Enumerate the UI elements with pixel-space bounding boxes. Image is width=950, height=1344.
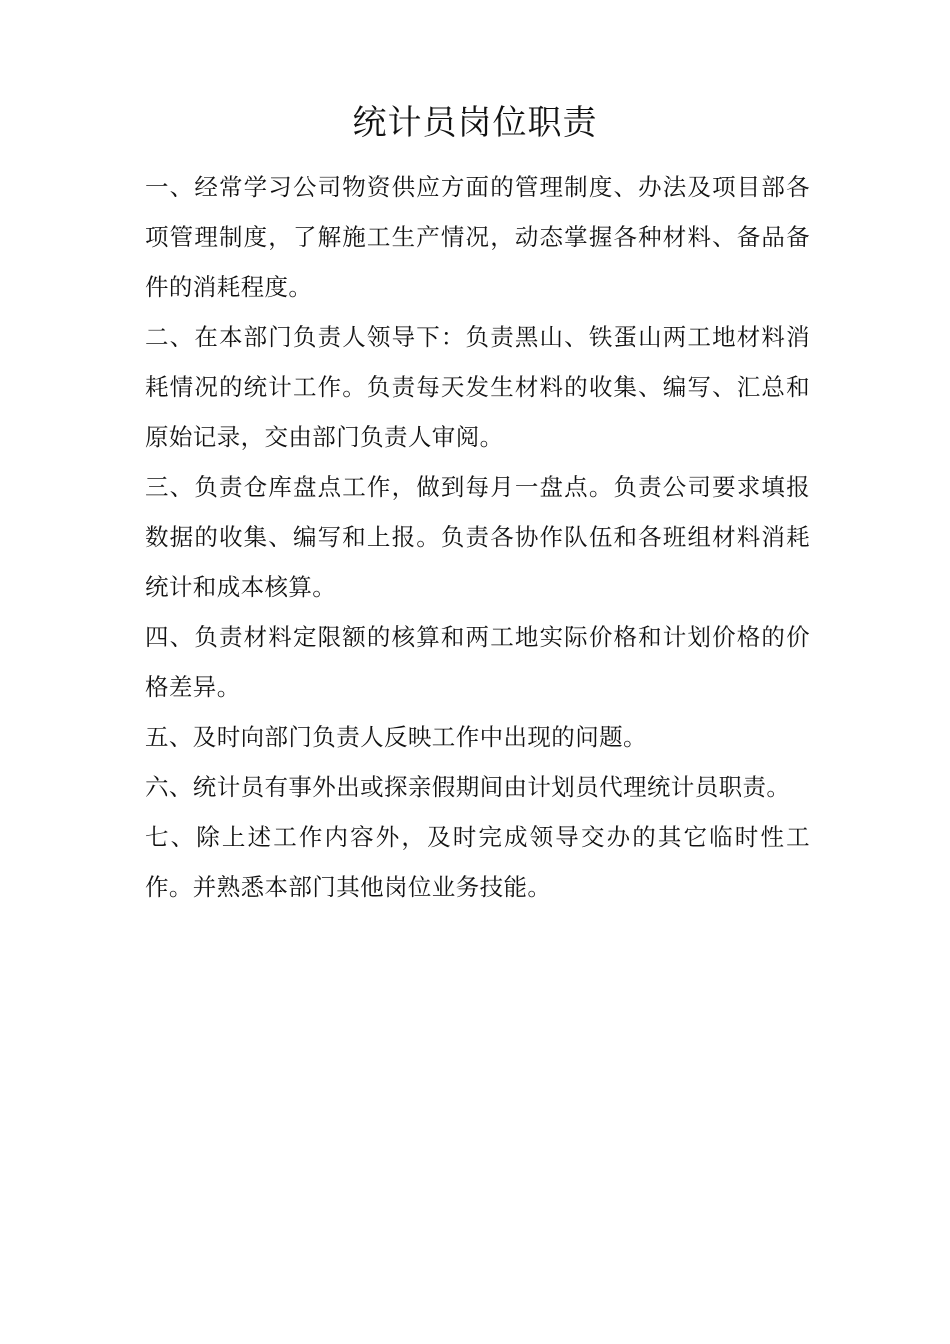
duty-paragraph-6: 六、统计员有事外出或探亲假期间由计划员代理统计员职责。 [145,773,791,801]
duty-paragraph-2: 二、在本部门负责人领导下：负责黑山、铁蛋山两工地材料消耗情况的统计工作。负责每天发生材料的收集、编写、汇总和原始记录，交由部门负责人审阅。 [145,323,810,451]
duty-paragraph-7: 七、除上述工作内容外，及时完成领导交办的其它临时性工作。并熟悉本部门其他岗位业务技能。 [145,823,810,901]
duty-paragraph-5: 五、及时向部门负责人反映工作中出现的问题。 [145,723,647,751]
duty-paragraph-1: 一、经常学习公司物资供应方面的管理制度、办法及项目部各项管理制度，了解施工生产情况，动态掌握各种材料、备品备件的消耗程度。 [145,173,810,301]
document-title: 统计员岗位职责 [352,103,598,143]
duty-paragraph-4: 四、负责材料定限额的核算和两工地实际价格和计划价格的价格差异。 [145,623,810,701]
document-body [145,162,810,912]
duty-paragraph-3: 三、负责仓库盘点工作，做到每月一盘点。负责公司要求填报数据的收集、编写和上报。负责各协作队伍和各班组材料消耗统计和成本核算。 [145,473,810,601]
